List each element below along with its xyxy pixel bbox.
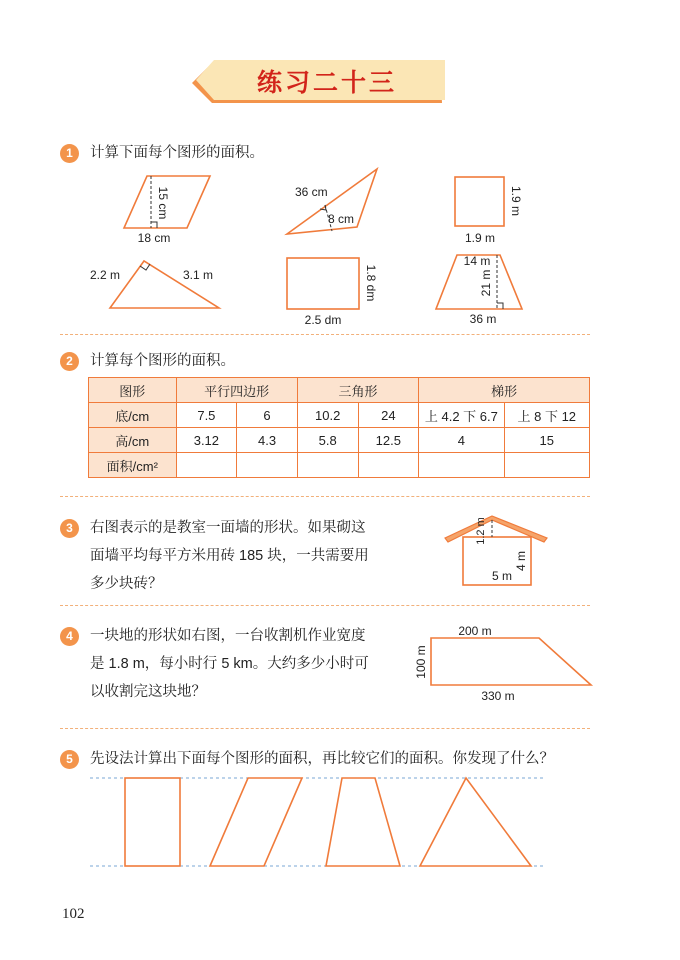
table-cell: 12.5 xyxy=(358,428,419,453)
question-4-line-3: 以收割完这块地？ xyxy=(90,684,206,700)
triangle-height-label: 8 cm xyxy=(328,212,355,226)
field-height-label: 100 m xyxy=(414,645,428,679)
trapezoid-bottom-label: 36 m xyxy=(469,312,497,326)
right-triangle-leg2-label: 3.1 m xyxy=(183,268,214,282)
parallelogram-base-label: 18 cm xyxy=(137,231,171,245)
question-1-text: 计算下面每个图形的面积。 xyxy=(90,145,264,161)
table-header-cell: 三角形 xyxy=(297,378,418,403)
square-bottom-label: 1.9 m xyxy=(464,231,496,245)
question-5-text: 先设法计算出下面每个图形的面积，再比较它们的面积。你发现了什么？ xyxy=(90,751,554,767)
q5-trapezoid xyxy=(326,778,400,866)
table-row-label: 高/cm xyxy=(89,428,177,453)
table-cell: 上 8 下 12 xyxy=(504,403,589,428)
question-4-line-2: 是 1.8 m，每小时行 5 km。大约多少小时可 xyxy=(90,656,369,672)
question-3-line-2: 面墙平均每平方米用砖 185 块，一共需要用 xyxy=(90,548,369,564)
right-triangle-leg1-label: 2.2 m xyxy=(90,268,121,282)
field-bottom-label: 330 m xyxy=(481,689,515,703)
wall-height-label: 4 m xyxy=(514,550,528,572)
table-header-cell: 图形 xyxy=(89,378,177,403)
q5-parallelogram xyxy=(210,778,302,866)
q5-triangle xyxy=(420,778,531,866)
table-cell: 7.5 xyxy=(176,403,237,428)
table-cell: 4 xyxy=(419,428,504,453)
trapezoid-top-label: 14 m xyxy=(463,254,491,268)
trapezoid-height-label: 21 m xyxy=(479,269,493,297)
table-cell: 24 xyxy=(358,403,419,428)
triangle-side-label: 36 cm xyxy=(295,185,328,199)
question-3-line-3: 多少块砖？ xyxy=(90,576,163,592)
question-number-5: 5 xyxy=(60,750,79,769)
wall-roof-height-label: 1.2 m xyxy=(475,517,487,545)
table-cell: 4.3 xyxy=(237,428,298,453)
table-row-label: 底/cm xyxy=(89,403,177,428)
table-cell: 5.8 xyxy=(297,428,358,453)
rectangle-width-label: 1.8 dm xyxy=(364,264,378,302)
wall-width-label: 5 m xyxy=(491,569,513,583)
table-header-cell: 平行四边形 xyxy=(176,378,297,403)
question-number-2: 2 xyxy=(60,352,79,371)
rectangle-length-label: 2.5 dm xyxy=(304,313,342,327)
question-number-4: 4 xyxy=(60,627,79,646)
table-row-label: 面积/cm² xyxy=(89,453,177,478)
parallelogram-height-label: 15 cm xyxy=(156,186,170,220)
question-number-1: 1 xyxy=(60,144,79,163)
table-cell: 10.2 xyxy=(297,403,358,428)
table-cell: 6 xyxy=(237,403,298,428)
q5-rectangle xyxy=(125,778,180,866)
table-cell: 上 4.2 下 6.7 xyxy=(419,403,504,428)
question-4-line-1: 一块地的形状如右图，一台收割机作业宽度 xyxy=(90,628,366,644)
question-number-3: 3 xyxy=(60,519,79,538)
question-3-line-1: 右图表示的是教室一面墙的形状。如果砌这 xyxy=(90,520,366,536)
page-number: 102 xyxy=(62,906,85,922)
table-header-cell: 梯形 xyxy=(419,378,590,403)
table-cell: 3.12 xyxy=(176,428,237,453)
question-2-text: 计算每个图形的面积。 xyxy=(90,353,235,369)
page-title: 练习二十三 xyxy=(256,68,397,97)
field-top-label: 200 m xyxy=(458,624,492,638)
table-cell: 15 xyxy=(504,428,589,453)
square-side-label: 1.9 m xyxy=(509,185,523,217)
